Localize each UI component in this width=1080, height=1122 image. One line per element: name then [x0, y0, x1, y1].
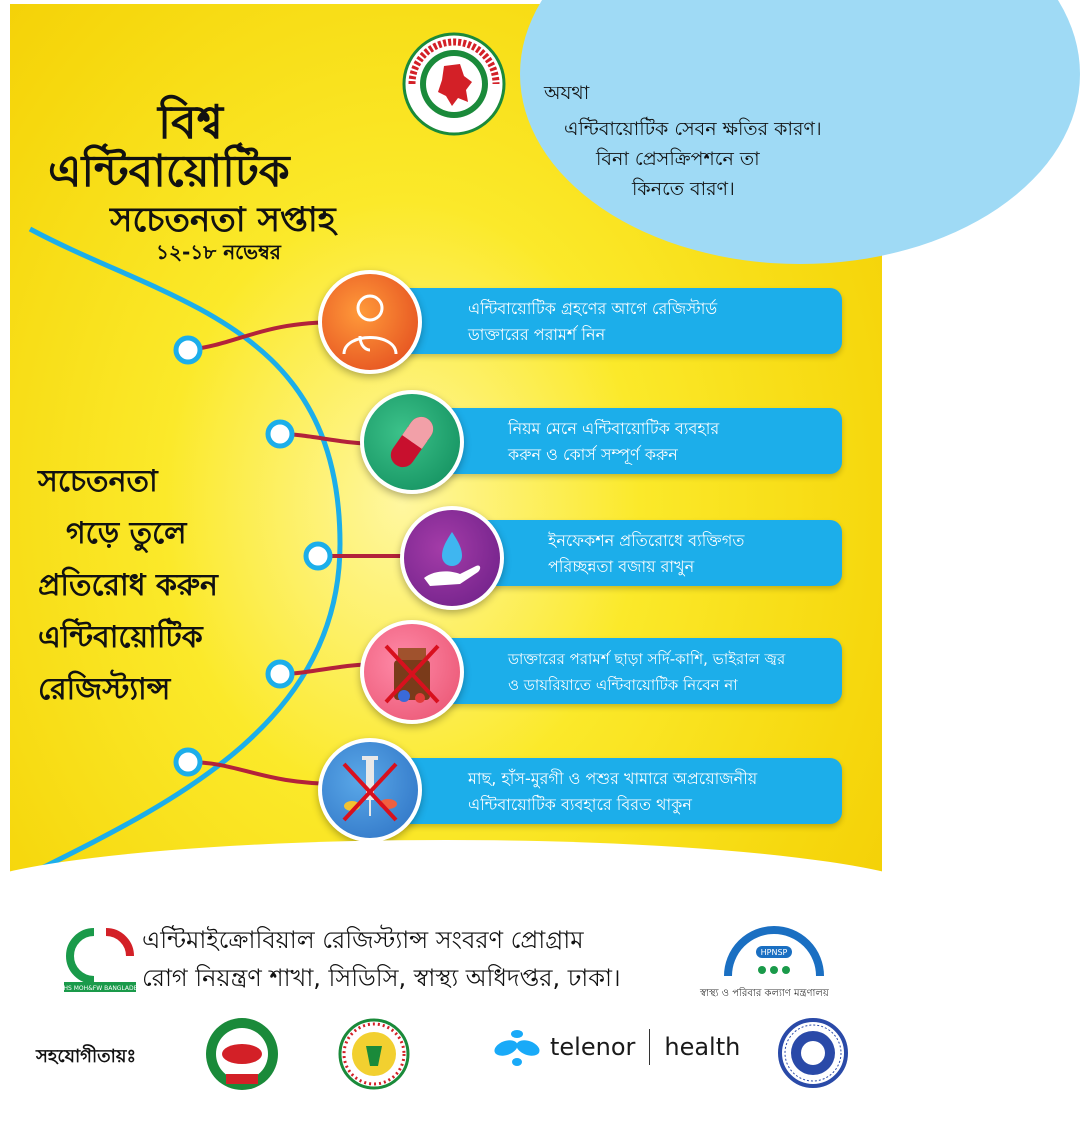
footer-address: রোগ নিয়ন্ত্রণ শাখা, সিডিসি, স্বাস্থ্য অধিদপ্তর, ঢাকা। — [142, 964, 621, 992]
hpnsp-badge: HPNSP — [760, 948, 788, 957]
tip-line: মাছ, হাঁস-মুরগী ও পশুর খামারে অপ্রয়োজনীয় — [468, 769, 758, 788]
tip-card — [350, 288, 842, 354]
capsule-icon — [360, 390, 464, 494]
cdc-logo — [54, 924, 146, 992]
bubble-line2: এন্টিবায়োটিক সেবন ক্ষতির কারণ। — [564, 118, 822, 140]
partner-logo-3 — [778, 1018, 848, 1088]
collaboration-label: সহযোগীতায়ঃ — [36, 1046, 137, 1067]
tip-line: ও ডায়রিয়াতে এন্টিবায়োটিক নিবেন না — [508, 676, 738, 694]
partner-logo-2 — [336, 1016, 412, 1092]
left-message-line: প্রতিরোধ করুন — [38, 568, 218, 603]
left-message-line: রেজিস্ট্যান্স — [38, 672, 171, 707]
bubble-line4: কিনতে বারণ। — [632, 178, 735, 200]
partner-logo-1 — [204, 1016, 280, 1092]
bubble-line3: বিনা প্রেসক্রিপশনে তা — [596, 148, 760, 170]
tip-line: ইনফেকশন প্রতিরোধে ব্যক্তিগত — [548, 531, 745, 550]
hpnsp-logo — [722, 916, 826, 984]
hpnsp-caption: স্বাস্থ্য ও পরিবার কল্যাণ মন্ত্রণালয় — [700, 988, 829, 999]
left-message-line: গড়ে তুলে — [66, 516, 187, 551]
title-line2: এন্টিবায়োটিক — [48, 146, 290, 197]
tip-line: এন্টিবায়োটিক ব্যবহারে বিরত থাকুন — [468, 795, 692, 814]
doctor-icon — [318, 270, 422, 374]
tip-line: ডাক্তারের পরামর্শ ছাড়া সর্দি-কাশি, ভাইরাল জ্বর — [508, 650, 786, 668]
footer-program-name: এন্টিমাইক্রোবিয়াল রেজিস্ট্যান্স সংবরণ প্রোগ্রাম — [142, 926, 584, 954]
hand-water-drop-icon — [400, 506, 504, 610]
syringe-pills-crossed-icon — [318, 738, 422, 842]
left-message — [38, 456, 218, 716]
tip-card — [350, 758, 842, 824]
tip-line: নিয়ম মেনে এন্টিবায়োটিক ব্যবহার — [508, 419, 720, 438]
title-line1: বিশ্ব — [158, 95, 224, 149]
telenor-health-logo — [492, 1024, 740, 1070]
left-message-line: এন্টিবায়োটিক — [38, 620, 203, 655]
health-text: health — [664, 1033, 741, 1061]
cdc-logo-text: DGHS MOH&FW BANGLADESH — [54, 985, 146, 992]
title-dates: ১২-১৮ নভেম্বর — [156, 240, 281, 264]
left-message-line: সচেতনতা — [38, 464, 158, 499]
tip-line: পরিচ্ছন্নতা বজায় রাখুন — [548, 557, 695, 576]
tip-line: এন্টিবায়োটিক গ্রহণের আগে রেজিস্টার্ড — [468, 299, 718, 318]
telenor-text: telenor — [550, 1033, 636, 1061]
bubble-line1: অযথা — [544, 82, 590, 104]
tip-line: ডাক্তারের পরামর্শ নিন — [468, 325, 606, 344]
government-seal-logo — [402, 32, 506, 136]
title-line3: সচেতনতা সপ্তাহ — [110, 200, 336, 240]
medicine-bottle-crossed-icon — [360, 620, 464, 724]
tip-line: করুন ও কোর্স সম্পূর্ণ করুন — [508, 445, 678, 464]
divider — [649, 1029, 650, 1065]
telenor-propeller-icon — [492, 1024, 542, 1070]
